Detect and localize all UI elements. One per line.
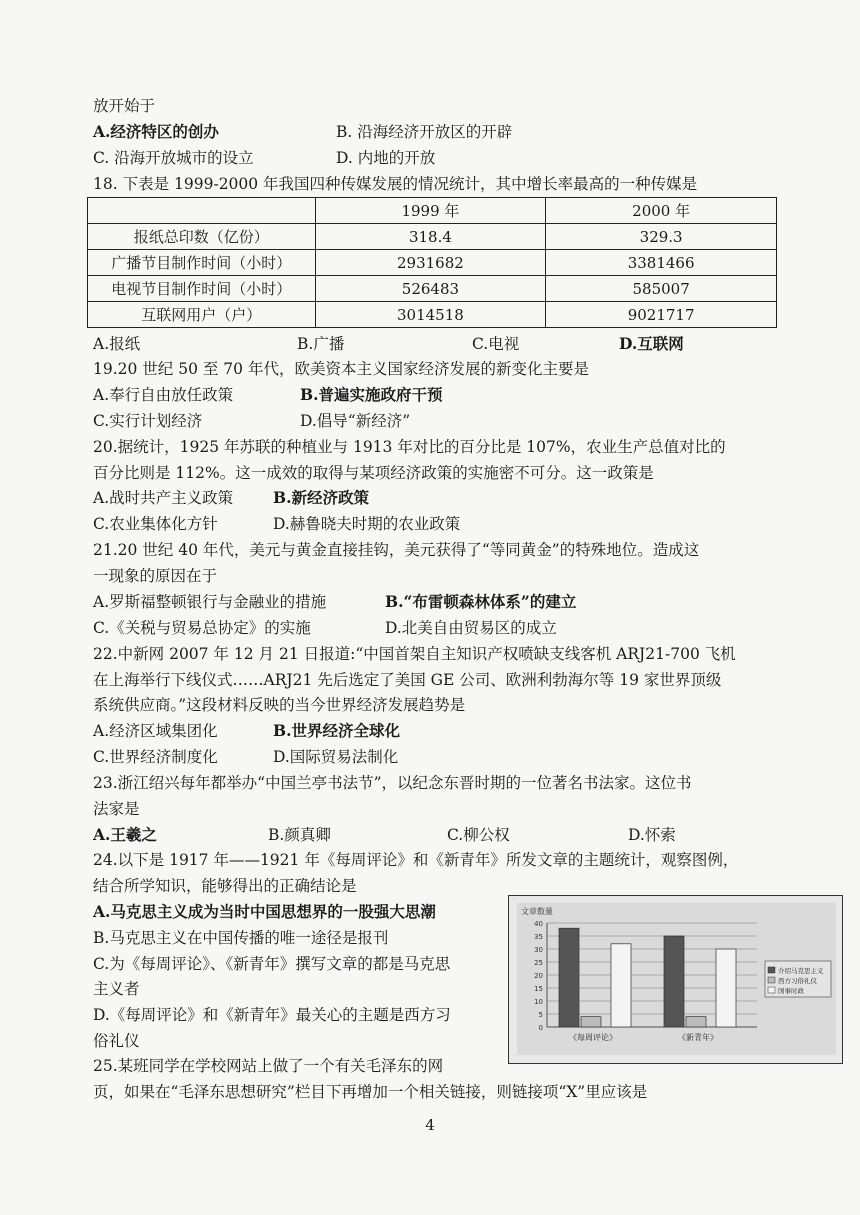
table-cell: 2000 年	[546, 198, 777, 224]
option-c-cont: 主义者	[93, 980, 140, 998]
table-row	[88, 276, 777, 302]
question-22: 22.中新网 2007 年 12 月 21 日报道:“中国首架自主知识产权喷缺支线客机 ARJ21-700 飞机	[93, 645, 736, 663]
option-b: B. 沿海经济开放区的开辟	[336, 123, 513, 141]
table-cell: 329.3	[546, 224, 777, 250]
y-tick-label: 35	[534, 933, 543, 941]
y-tick-label: 15	[534, 985, 543, 993]
option-a: A.战时共产主义政策	[93, 489, 234, 507]
option-d: D.国际贸易法制化	[273, 748, 399, 766]
option-b: B.广播	[297, 335, 345, 353]
option-b: B.马克思主义在中国传播的唯一途径是报刊	[93, 929, 389, 947]
option-c: C.实行计划经济	[93, 412, 203, 430]
option-a: A.经济区域集团化	[93, 722, 218, 740]
question-20-cont: 百分比则是 112%。这一成效的取得与某项经济政策的实施密不可分。这一政策是	[93, 464, 654, 482]
question-20: 20.据统计，1925 年苏联的种植业与 1913 年对比的百分比是 107%，农业生产总值对比的	[93, 438, 726, 456]
legend-label: 西方习俗礼仪	[778, 977, 817, 985]
question-23-cont: 法家是	[93, 800, 140, 818]
question-23: 23.浙江绍兴每年都举办“中国兰亭书法节”，以纪念东晋时期的一位著名书法家。这位书	[93, 774, 692, 792]
table-cell: 585007	[546, 276, 777, 302]
option-a: A.王羲之	[93, 825, 157, 844]
table-cell: 2931682	[315, 250, 546, 276]
question-24: 24.以下是 1917 年——1921 年《每周评论》和《新青年》所发文章的主题统计，观察图例，	[93, 851, 739, 869]
bar-current-affairs	[716, 949, 736, 1027]
bar-western-customs	[686, 1017, 706, 1027]
chart-figure	[508, 895, 843, 1064]
option-c: C.世界经济制度化	[93, 748, 218, 766]
x-tick-label: 《每周评论》	[569, 1033, 617, 1042]
legend-label: 介绍马克思主义	[778, 967, 824, 975]
option-b: B.颜真卿	[268, 826, 331, 844]
y-tick-label: 0	[538, 1024, 543, 1032]
y-tick-label: 25	[534, 959, 543, 967]
table-row	[88, 302, 777, 328]
table-cell: 3381466	[546, 250, 777, 276]
legend-swatch	[768, 967, 775, 973]
media-table	[87, 197, 777, 328]
option-d: D.互联网	[619, 334, 684, 353]
option-d-cont: 俗礼仪	[93, 1032, 140, 1050]
option-c: C.农业集体化方针	[93, 515, 218, 533]
table-cell: 526483	[315, 276, 546, 302]
legend-swatch	[768, 977, 775, 983]
option-a: A.奉行自由放任政策	[93, 386, 234, 404]
question-21: 21.20 世纪 40 年代，美元与黄金直接挂钩，美元获得了“等同黄金”的特殊地位。造成这	[93, 541, 700, 559]
option-d: D.《每周评论》和《新青年》最关心的主题是西方习	[93, 1006, 451, 1024]
option-d: D.赫鲁晓夫时期的农业政策	[273, 515, 461, 533]
question-24-cont: 结合所学知识，能够得出的正确结论是	[93, 877, 357, 895]
table-cell: 9021717	[546, 302, 777, 328]
table-header-row	[88, 198, 777, 224]
table-cell: 电视节目制作时间（小时）	[88, 276, 316, 302]
question-18: 18. 下表是 1999-2000 年我国四种传媒发展的情况统计，其中增长率最高的一种传媒是	[93, 175, 698, 193]
y-tick-label: 20	[534, 972, 543, 980]
x-tick-label: 《新青年》	[678, 1033, 718, 1042]
table-cell: 互联网用户（户）	[88, 302, 316, 328]
option-c: C.柳公权	[447, 826, 510, 844]
legend-label: 国事时政	[778, 987, 804, 995]
option-d: D.倡导“新经济”	[300, 412, 411, 430]
option-b: B.“布雷顿森林体系”的建立	[385, 592, 577, 611]
y-tick-label: 40	[534, 920, 543, 928]
bar-marxism	[664, 936, 684, 1027]
question-25-cont: 页，如果在“毛泽东思想研究”栏目下再增加一个相关链接，则链接项“X”里应该是	[93, 1083, 648, 1101]
option-a: A.报纸	[93, 335, 141, 353]
option-a: A.经济特区的创办	[93, 122, 219, 141]
option-c: C.《关税与贸易总协定》的实施	[93, 619, 311, 637]
y-tick-label: 10	[534, 998, 543, 1006]
option-b: B.普遍实施政府干预	[300, 385, 443, 404]
question-25: 25.某班同学在学校网站上做了一个有关毛泽东的网	[93, 1057, 444, 1075]
legend-swatch	[768, 987, 775, 993]
text-line: 放开始于	[93, 97, 156, 115]
option-a: A.马克思主义成为当时中国思想界的一股强大思潮	[93, 902, 436, 921]
page-number: 4	[425, 1116, 435, 1134]
question-22-cont: 系统供应商。”这段材料反映的当今世界经济发展趋势是	[93, 696, 466, 714]
question-21-cont: 一现象的原因在于	[93, 567, 218, 585]
table-cell: 3014518	[315, 302, 546, 328]
bar-current-affairs	[611, 944, 631, 1027]
option-c: C. 沿海开放城市的设立	[93, 149, 254, 167]
bar-chart	[517, 903, 836, 1055]
option-b: B.世界经济全球化	[273, 721, 400, 740]
bar-marxism	[559, 928, 579, 1027]
table-cell	[88, 198, 316, 224]
question-22-cont: 在上海举行下线仪式……ARJ21 先后选定了美国 GE 公司、欧洲利勃海尔等 19 家世界顶级	[93, 671, 722, 689]
table-cell: 广播节目制作时间（小时）	[88, 250, 316, 276]
option-b: B.新经济政策	[273, 488, 369, 507]
option-d: D.北美自由贸易区的成立	[385, 619, 557, 637]
bar-western-customs	[581, 1017, 601, 1027]
option-d: D.怀索	[628, 826, 676, 844]
table-cell: 报纸总印数（亿份）	[88, 224, 316, 250]
table-row	[88, 250, 777, 276]
chart-photo-area	[517, 903, 836, 1055]
y-tick-label: 30	[534, 946, 543, 954]
y-axis-label: 文章数量	[521, 907, 553, 916]
question-19: 19.20 世纪 50 至 70 年代，欧美资本主义国家经济发展的新变化主要是	[93, 360, 589, 378]
option-c: C.为《每周评论》、《新青年》撰写文章的都是马克思	[93, 955, 451, 973]
option-d: D. 内地的开放	[336, 149, 436, 167]
table-cell: 1999 年	[315, 198, 546, 224]
table-cell: 318.4	[315, 224, 546, 250]
option-a: A.罗斯福整顿银行与金融业的措施	[93, 593, 327, 611]
table-row	[88, 224, 777, 250]
option-c: C.电视	[472, 335, 520, 353]
y-tick-label: 5	[538, 1011, 543, 1019]
